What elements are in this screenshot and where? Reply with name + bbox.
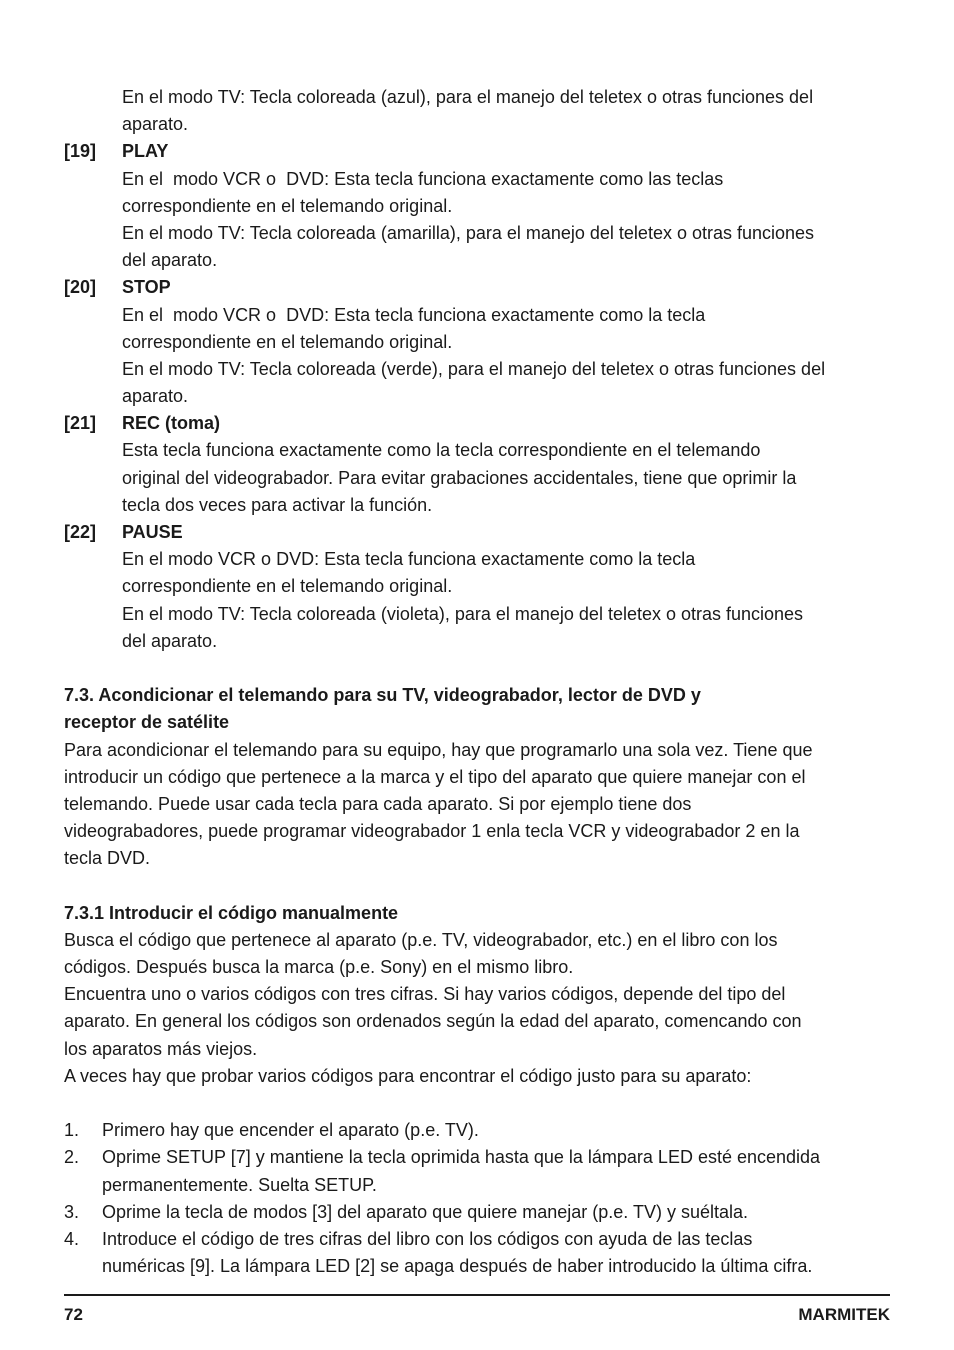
step-number: 2. <box>64 1147 80 1168</box>
list-item <box>0 1144 954 1171</box>
list-item <box>0 1117 954 1144</box>
text-line: En el modo TV: Tecla coloreada (azul), para el manejo del teletex o otras funciones del <box>122 87 814 107</box>
text-line: En el modo TV: Tecla coloreada (violeta), para el manejo del teletex o otras funciones <box>122 603 804 624</box>
text-line: del aparato. <box>122 630 218 651</box>
page-footer <box>64 1303 890 1327</box>
step-text: Oprime la tecla de modos [3] del aparato que quiere manejar (p.e. TV) y suéltala. <box>102 1201 749 1222</box>
key-name: PLAY <box>122 141 169 162</box>
step-text: Oprime SETUP [7] y mantiene la tecla oprimida hasta que la lámpara LED esté encendida <box>102 1147 821 1168</box>
text-line: aparato. En general los códigos son ordenados según la edad del aparato, comencando con <box>64 1011 802 1032</box>
text-line: correspondiente en el telemando original. <box>122 331 453 352</box>
text-line: correspondiente en el telemando original. <box>122 195 453 216</box>
key-heading <box>0 138 954 165</box>
text-line: códigos. Después busca la marca (p.e. Sony) en el mismo libro. <box>64 957 574 977</box>
text-line: aparato. <box>122 386 189 407</box>
key-number: [20] <box>64 277 97 298</box>
key-number: [19] <box>64 141 97 162</box>
key-number: [21] <box>64 413 97 434</box>
step-text: numéricas [9]. La lámpara LED [2] se apaga después de haber introducido la última cifra. <box>102 1256 813 1277</box>
step-number: 1. <box>64 1120 80 1141</box>
text-line: correspondiente en el telemando original. <box>122 576 453 597</box>
brand-name: MARMITEK <box>798 1305 890 1324</box>
text-line: telemando. Puede usar cada tecla para cada aparato. Si por ejemplo tiene dos <box>64 793 692 814</box>
key-heading <box>0 519 954 546</box>
spacer <box>0 1090 954 1117</box>
footer-rule <box>64 1294 890 1296</box>
text-line: tecla dos veces para activar la función. <box>122 494 433 515</box>
text-line: original del videograbador. Para evitar grabaciones accidentales, tiene que oprimir la <box>122 467 797 488</box>
key-heading <box>0 410 954 437</box>
text-line: Esta tecla funciona exactamente como la tecla correspondiente en el telemando <box>122 440 761 461</box>
text-line: tecla DVD. <box>64 848 151 869</box>
spacer <box>0 872 954 899</box>
key-number: [22] <box>64 522 97 542</box>
list-item <box>0 1199 954 1226</box>
step-text: Primero hay que encender el aparato (p.e. TV). <box>102 1120 479 1141</box>
text-line: Para acondicionar el telemando para su equipo, hay que programarlo una sola vez. Tiene que <box>64 739 813 760</box>
list-item <box>0 1226 954 1253</box>
step-text: Introduce el código de tres cifras del libro con los códigos con ayuda de las teclas <box>102 1228 753 1249</box>
text-line: del aparato. <box>122 250 218 271</box>
text-line: En el modo VCR o DVD: Esta tecla funciona exactamente como la tecla <box>122 549 696 570</box>
section-heading: 7.3. Acondicionar el telemando para su TV, videograbador, lector de DVD y <box>64 685 701 706</box>
text-line: A veces hay que probar varios códigos para encontrar el código justo para su aparato: <box>64 1065 752 1086</box>
step-number: 4. <box>64 1228 80 1249</box>
section-heading: receptor de satélite <box>64 712 230 733</box>
subsection-heading: 7.3.1 Introducir el código manualmente <box>64 902 399 923</box>
key-name: STOP <box>122 277 171 298</box>
text-line: En el modo TV: Tecla coloreada (amarilla), para el manejo del teletex o otras funciones <box>122 222 815 243</box>
spacer <box>0 655 954 682</box>
page-body <box>0 84 954 1280</box>
key-name: REC (toma) <box>122 413 220 434</box>
key-heading <box>0 274 954 301</box>
text-line: introducir un código que pertenece a la marca y el tipo del aparato que quiere manejar con el <box>64 766 806 787</box>
text-line: Busca el código que pertenece al aparato (p.e. TV, videograbador, etc.) en el libro con los <box>64 929 778 950</box>
text-line: En el modo VCR o DVD: Esta tecla funciona exactamente como las teclas <box>122 168 724 189</box>
text-line: videograbadores, puede programar videograbador 1 enla tecla VCR y videograbador 2 en la <box>64 821 800 842</box>
step-text: permanentemente. Suelta SETUP. <box>102 1174 377 1195</box>
step-number: 3. <box>64 1201 80 1222</box>
text-line: En el modo TV: Tecla coloreada (verde), para el manejo del teletex o otras funciones del <box>122 358 826 379</box>
text-line: En el modo VCR o DVD: Esta tecla funciona exactamente como la tecla <box>122 304 706 325</box>
text-line: aparato. <box>122 114 189 135</box>
page-number: 72 <box>64 1305 83 1324</box>
text-line: Encuentra uno o varios códigos con tres cifras. Si hay varios códigos, depende del tipo del <box>64 984 786 1005</box>
key-name: PAUSE <box>122 522 183 542</box>
text-line: los aparatos más viejos. <box>64 1038 258 1059</box>
